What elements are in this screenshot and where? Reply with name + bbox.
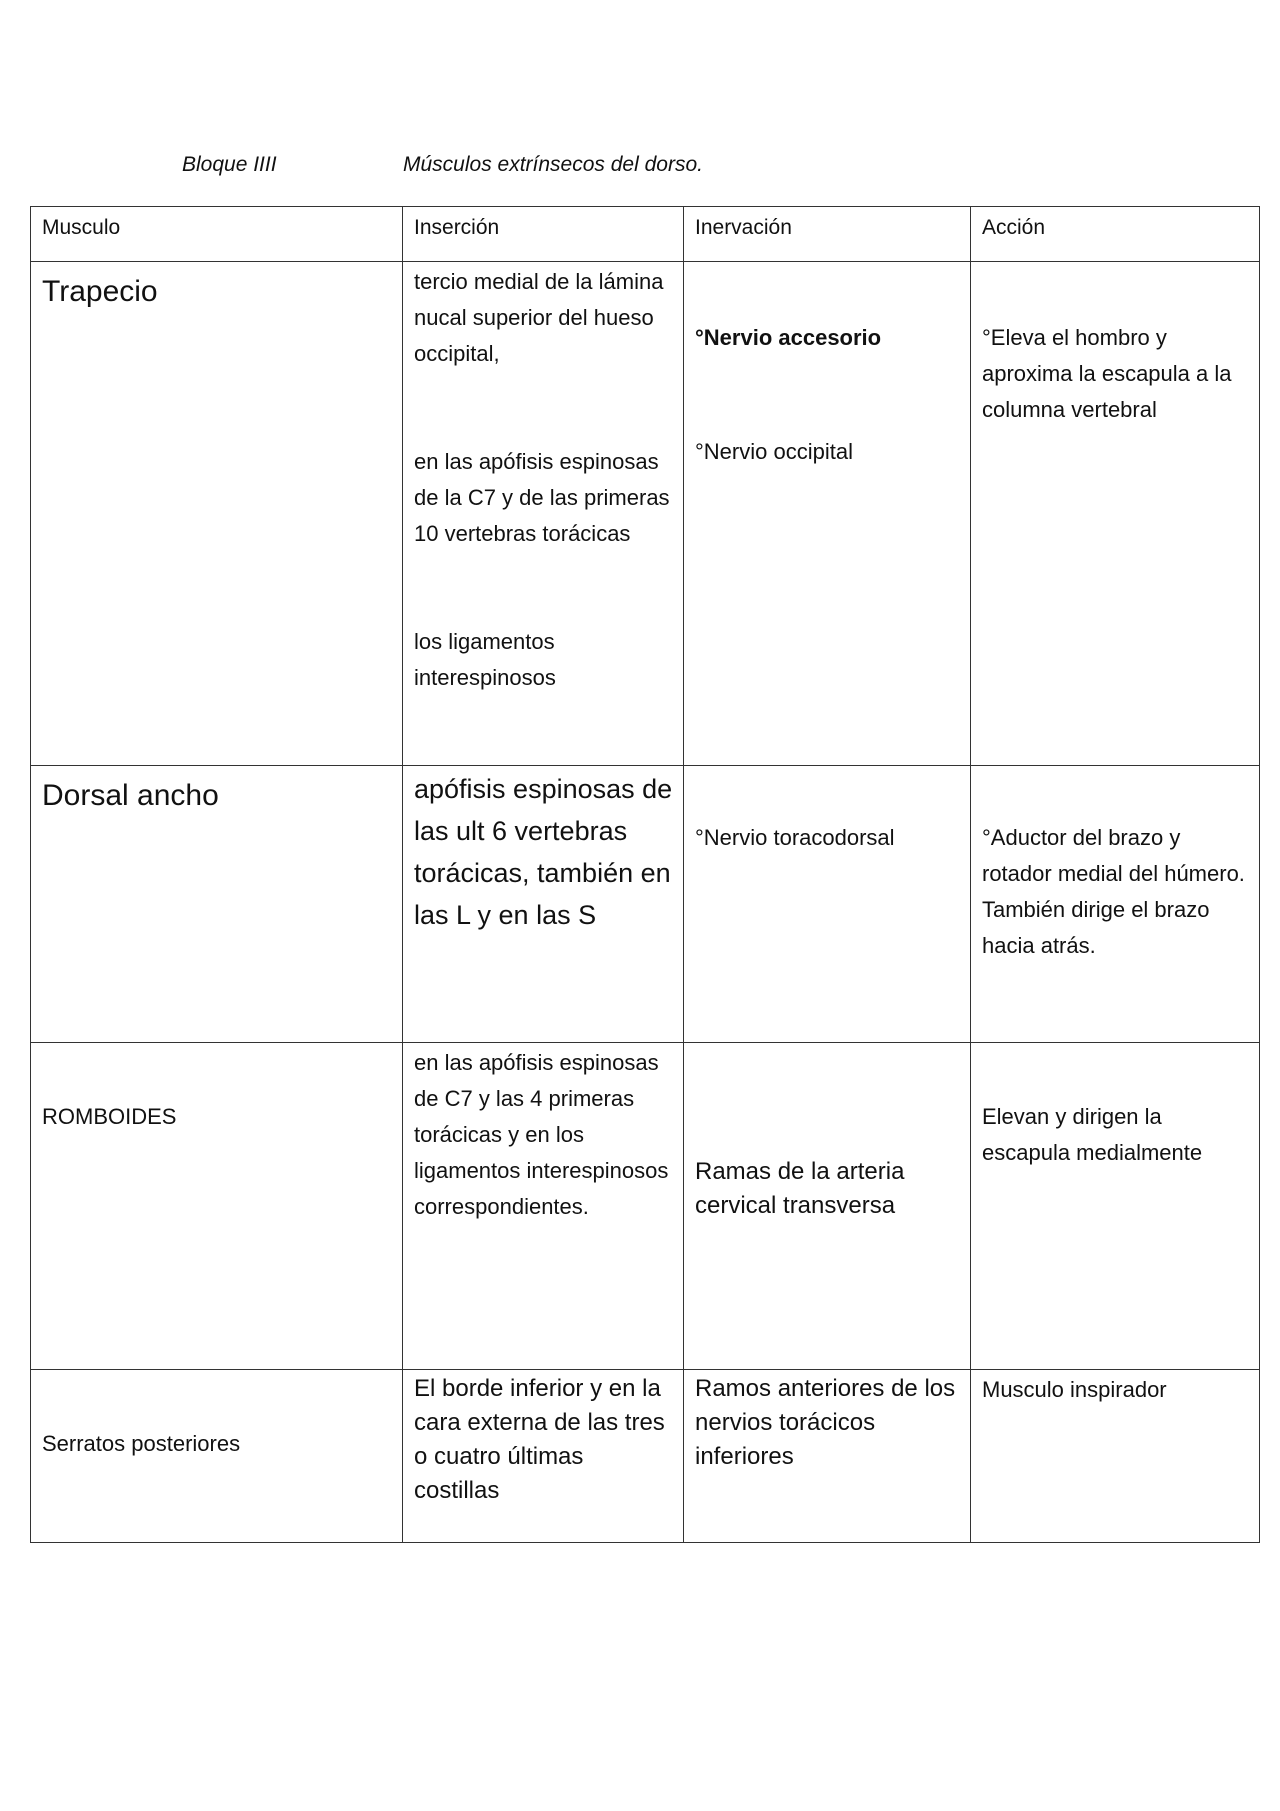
inervacion-text: Ramas de la arteria cervical transversa (695, 1158, 905, 1219)
table-row-serratos (31, 1370, 1260, 1543)
column-header-insercion: Inserción (403, 207, 684, 262)
inervacion-text: °Nervio toracodorsal (695, 825, 895, 850)
insercion-text: El borde inferior y en la cara externa de las tres o cuatro últimas costillas (414, 1375, 665, 1504)
inervacion-text: Ramos anteriores de los nervios torácicos inferiores (695, 1375, 956, 1470)
cell-inervacion (684, 1043, 971, 1370)
insercion-text: en las apófisis espinosas de la C7 y de las primeras 10 vertebras torácicas (414, 449, 670, 546)
cell-accion (971, 262, 1260, 766)
table-row-trapecio (31, 262, 1260, 766)
cell-insercion (403, 1043, 684, 1370)
insercion-text: apófisis espinosas de las ult 6 vertebras torácicas, también en las L y en las S (414, 774, 673, 930)
table-row-romboides (31, 1043, 1260, 1370)
inervacion-text: °Nervio occipital (695, 439, 853, 464)
column-header-inervacion: Inervación (684, 207, 971, 262)
muscle-name: Serratos posteriores (42, 1431, 241, 1456)
cell-accion (971, 1370, 1260, 1543)
cell-musculo (31, 262, 403, 766)
cell-insercion (403, 1370, 684, 1543)
cell-musculo (31, 766, 403, 1043)
block-label: Bloque IIII (182, 153, 277, 176)
cell-inervacion (684, 766, 971, 1043)
accion-text: °Aductor del brazo y rotador medial del húmero. También dirige el brazo hacia atrás. (982, 825, 1245, 958)
column-header-accion: Acción (971, 207, 1260, 262)
muscle-table (30, 206, 1260, 1543)
column-header-musculo: Musculo (31, 207, 403, 262)
muscle-name: Dorsal ancho (42, 779, 219, 812)
insercion-text: en las apófisis espinosas de C7 y las 4 primeras torácicas y en los ligamentos interespinosos correspondientes. (414, 1050, 669, 1219)
accion-text: Elevan y dirigen la escapula medialmente (982, 1104, 1203, 1165)
cell-inervacion (684, 1370, 971, 1543)
cell-accion (971, 1043, 1260, 1370)
cell-inervacion (684, 262, 971, 766)
insercion-text: los ligamentos interespinosos (414, 629, 556, 690)
cell-accion (971, 766, 1260, 1043)
muscle-name: ROMBOIDES (42, 1104, 177, 1129)
cell-musculo (31, 1043, 403, 1370)
inervacion-text: °Nervio accesorio (695, 325, 882, 350)
cell-insercion (403, 766, 684, 1043)
table-row-dorsal-ancho (31, 766, 1260, 1043)
page-title: Músculos extrínsecos del dorso. (403, 153, 703, 176)
muscle-name: Trapecio (42, 275, 158, 308)
accion-text: °Eleva el hombro y aproxima la escapula a la columna vertebral (982, 325, 1232, 422)
table-header-row (31, 207, 1260, 262)
cell-musculo (31, 1370, 403, 1543)
insercion-text: tercio medial de la lámina nucal superior del hueso occipital, (414, 269, 664, 366)
accion-text: Musculo inspirador (982, 1377, 1167, 1402)
cell-insercion (403, 262, 684, 766)
